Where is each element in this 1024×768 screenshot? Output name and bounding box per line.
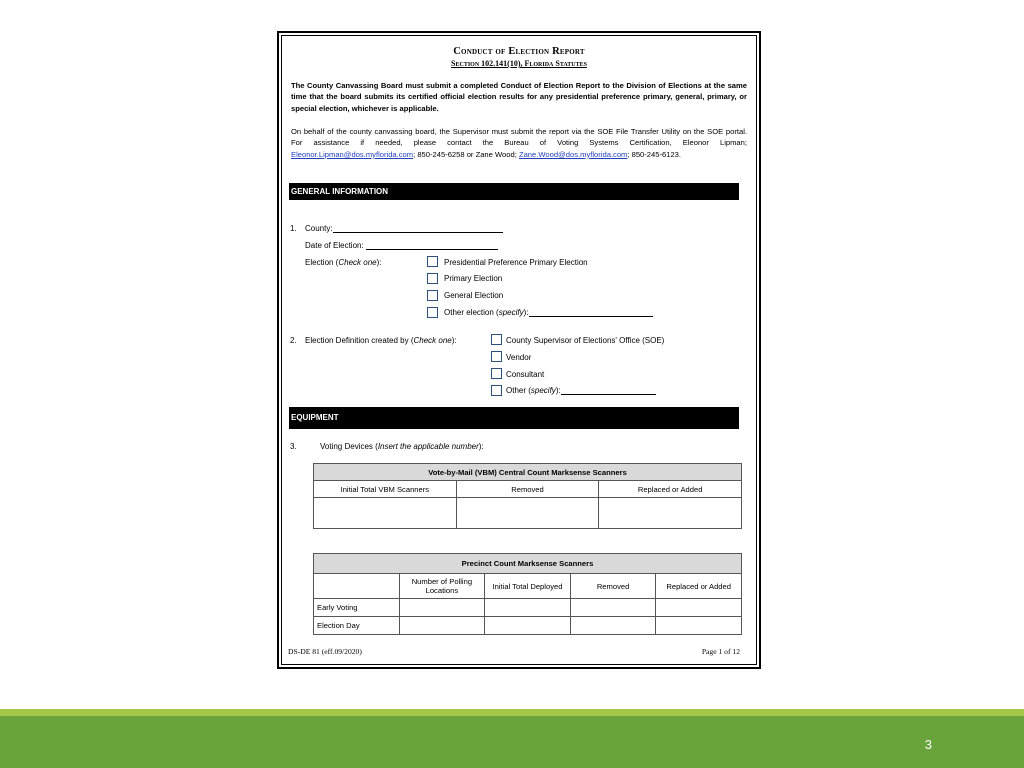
other-election-input[interactable] (529, 308, 653, 317)
precinct-col-replaced: Replaced or Added (656, 574, 742, 599)
table-cell[interactable] (656, 599, 742, 617)
table-cell[interactable] (399, 617, 485, 635)
vbm-col-replaced: Replaced or Added (599, 481, 742, 498)
table-row (314, 617, 742, 635)
option-consultant: Consultant (506, 370, 545, 379)
table-cell[interactable] (656, 617, 742, 635)
option-soe: County Supervisor of Elections' Office (SOE) (506, 336, 665, 345)
q3-number: 3. (290, 442, 297, 451)
assistance-paragraph (291, 126, 747, 160)
contact-email-lipman[interactable]: Eleonor.Lipman@dos.myflorida.com (291, 149, 414, 159)
checkbox-consultant[interactable] (491, 368, 502, 379)
equipment-header: EQUIPMENT (289, 407, 739, 429)
document-inner-border (281, 35, 757, 665)
row-label-early-voting: Early Voting (314, 599, 400, 617)
footer-page-number: Page 1 of 12 (701, 647, 740, 656)
table-cell[interactable] (485, 617, 571, 635)
contact-phone-2: ; 850-245-6123. (627, 149, 682, 159)
date-label: Date of Election: (305, 241, 364, 250)
table-cell[interactable] (570, 599, 656, 617)
vbm-col-removed: Removed (456, 481, 599, 498)
checkbox-general[interactable] (427, 290, 438, 301)
vbm-cell-initial[interactable] (314, 498, 457, 529)
document-subtitle: Section 102.141(10), Florida Statutes (451, 59, 587, 68)
option-presidential: Presidential Preference Primary Election (444, 258, 588, 267)
contact-phone-1: ; 850-245-6258 or Zane Wood; (413, 149, 517, 159)
option-general: General Election (444, 291, 504, 300)
checkbox-presidential[interactable] (427, 256, 438, 267)
q1-number: 1. (290, 224, 297, 233)
date-input[interactable] (366, 241, 498, 250)
option-primary: Primary Election (444, 274, 503, 283)
slide-accent-stripe (0, 709, 1024, 716)
county-input[interactable] (333, 224, 503, 233)
vbm-cell-replaced[interactable] (599, 498, 742, 529)
q3-label: Voting Devices (Insert the applicable number): (320, 442, 484, 451)
document-page (277, 31, 761, 669)
county-label: County: (305, 224, 333, 233)
behalf-text: On behalf of the county canvassing board, the Supervisor must submit the report via the SOE File Transfer Utility on the SOE portal. For assistance if needed, please contact the Bureau of Voting Systems Certification, Eleonor Lipman; (291, 127, 747, 148)
row-label-election-day: Election Day (314, 617, 400, 635)
vbm-col-initial: Initial Total VBM Scanners (314, 481, 457, 498)
table-cell[interactable] (570, 617, 656, 635)
vbm-cell-removed[interactable] (456, 498, 599, 529)
vbm-table-title: Vote-by-Mail (VBM) Central Count Marksense Scanners (314, 464, 742, 481)
q2-label: Election Definition created by (Check one): (305, 336, 457, 345)
slide-number: 3 (924, 737, 932, 752)
precinct-col-initial: Initial Total Deployed (485, 574, 571, 599)
precinct-scanners-table (313, 553, 742, 635)
vbm-scanners-table (313, 463, 742, 529)
table-row (314, 599, 742, 617)
precinct-table-title: Precinct Count Marksense Scanners (314, 554, 742, 574)
option-other-election: Other election (specify): (444, 308, 653, 317)
intro-paragraph: The County Canvassing Board must submit a completed Conduct of Election Report to the Division of Elections at the same time that the board submits its certified official election results for any presidential preference primary, general, primary, or special election, whichever is applicable. (291, 81, 747, 113)
table-cell[interactable] (485, 599, 571, 617)
county-field (305, 224, 503, 233)
document-title: Conduct of Election Report (453, 46, 585, 57)
contact-email-wood[interactable]: Zane.Wood@dos.myflorida.com (518, 149, 628, 159)
other-definition-input[interactable] (561, 386, 656, 395)
option-vendor: Vendor (506, 353, 532, 362)
precinct-col-polling: Number of Polling Locations (399, 574, 485, 599)
q2-number: 2. (290, 336, 297, 345)
precinct-col-blank (314, 574, 400, 599)
checkbox-other-election[interactable] (427, 307, 438, 318)
slide-footer-bar (0, 716, 1024, 768)
date-field (305, 241, 498, 250)
checkbox-vendor[interactable] (491, 351, 502, 362)
checkbox-soe[interactable] (491, 334, 502, 345)
checkbox-primary[interactable] (427, 273, 438, 284)
footer-form-id: DS-DE 81 (eff.09/2020) (288, 647, 362, 656)
option-other-definition: Other (specify): (506, 386, 656, 395)
precinct-col-removed: Removed (570, 574, 656, 599)
checkbox-other-definition[interactable] (491, 385, 502, 396)
election-label: Election (Check one): (305, 258, 382, 267)
general-information-header: GENERAL INFORMATION (289, 183, 739, 200)
table-cell[interactable] (399, 599, 485, 617)
